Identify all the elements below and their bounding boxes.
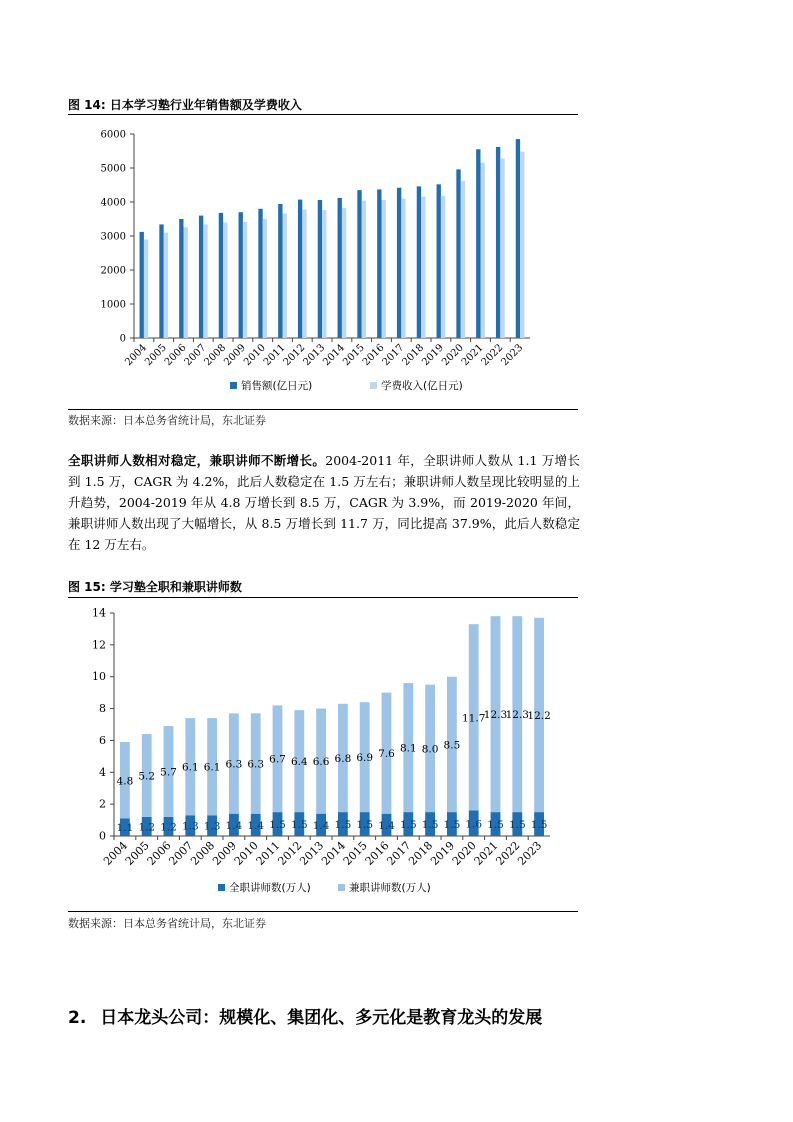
parttime-value-label: 6.6 [312, 756, 330, 769]
x-tick-label: 2005 [122, 838, 152, 868]
y-tick-label: 0 [99, 829, 106, 843]
y-tick-label: 6000 [100, 129, 126, 141]
parttime-value-label: 6.3 [225, 758, 243, 771]
tuition-bar [362, 201, 366, 338]
x-tick-label: 2020 [449, 838, 479, 868]
body-paragraph [68, 450, 580, 555]
fulltime-value-label: 1.5 [530, 819, 548, 832]
sales-bar [338, 198, 342, 338]
sales-bar [496, 147, 500, 338]
parttime-value-label: 6.7 [269, 753, 286, 766]
tuition-bar [184, 227, 188, 338]
x-tick-label: 2018 [400, 342, 427, 369]
tuition-bar [144, 239, 148, 338]
x-tick-label: 2013 [297, 838, 327, 868]
x-tick-label: 2019 [428, 838, 458, 868]
sales-bar [219, 213, 223, 338]
fulltime-value-label: 1.2 [138, 821, 156, 834]
legend-label: 学费收入(亿日元) [381, 380, 463, 392]
parttime-value-label: 6.9 [356, 752, 374, 765]
tuition-bar [263, 219, 267, 338]
tuition-bar [322, 210, 326, 338]
y-tick-label: 14 [92, 606, 106, 620]
x-tick-label: 2008 [188, 838, 218, 868]
x-tick-label: 2015 [341, 342, 367, 369]
sales-bar [417, 186, 421, 338]
tuition-bar [421, 197, 425, 338]
sales-bar [476, 149, 480, 338]
sales-bar [298, 200, 302, 338]
tuition-bar [302, 209, 306, 338]
x-tick-label: 2012 [275, 838, 305, 868]
y-tick-label: 4 [99, 765, 106, 779]
figure14-bottom-rule [68, 409, 578, 410]
x-tick-label: 2010 [242, 342, 268, 369]
x-tick-label: 2017 [380, 342, 407, 369]
sales-bar [397, 188, 401, 338]
x-tick-label: 2007 [166, 838, 196, 868]
legend-swatch [218, 884, 225, 891]
fulltime-value-label: 1.3 [181, 820, 199, 833]
parttime-value-label: 8.5 [443, 739, 461, 752]
y-tick-label: 2 [99, 797, 106, 811]
figure14-top-rule [68, 114, 578, 115]
y-tick-label: 10 [92, 670, 106, 684]
y-tick-label: 3000 [100, 231, 126, 243]
sales-bar [377, 189, 381, 338]
sales-bar [179, 219, 183, 338]
fulltime-value-label: 1.4 [378, 819, 395, 832]
fulltime-value-label: 1.5 [443, 819, 461, 832]
fulltime-value-label: 1.5 [334, 819, 352, 832]
fulltime-value-label: 1.5 [399, 819, 417, 832]
y-tick-label: 6 [99, 733, 106, 747]
sales-bar [239, 212, 243, 338]
x-tick-label: 2010 [231, 838, 261, 868]
x-tick-label: 2017 [384, 838, 414, 868]
parttime-value-label: 6.3 [247, 758, 265, 771]
tuition-bar [203, 224, 207, 338]
figure14-source: 数据来源：日本总务省统计局，东北证券 [68, 414, 266, 427]
fulltime-value-label: 1.5 [421, 819, 439, 832]
legend-swatch [338, 884, 345, 891]
tuition-bar [500, 158, 504, 338]
fulltime-value-label: 1.5 [356, 819, 374, 832]
sales-bar [258, 209, 262, 338]
parttime-value-label: 6.1 [181, 761, 199, 774]
section-number: 2. [68, 1008, 87, 1028]
sales-bar [437, 184, 441, 338]
tuition-bar [481, 163, 485, 338]
teachers-chart [68, 600, 580, 906]
legend-label: 全职讲师数(万人) [229, 882, 311, 894]
tuition-bar [283, 214, 287, 338]
paragraph-body: 2004-2011 年，全职讲师人数从 1.1 万增长到 1.5 万，CAGR 为 4.2%，此后人数稳定在 1.5 万左右；兼职讲师人数呈现比较明显的上升趋势，2004-2019 年从 4.8 万增长到 8.5 万，CAGR 为 3.9%，而 2019-2020 年间，兼职讲师人数出现了大幅增长，从 8.5 万增长到 11.7 万，同比提高 37.9%，此后人数稳定在 12 万左右。 [68, 453, 580, 552]
parttime-value-label: 12.3 [505, 709, 529, 722]
sales-bar [456, 169, 460, 338]
sales-bar [516, 139, 520, 338]
x-tick-label: 2007 [182, 342, 209, 369]
parttime-value-label: 12.3 [483, 709, 508, 722]
figure15-bottom-rule [68, 911, 578, 912]
x-tick-label: 2015 [340, 838, 370, 868]
tuition-bar [441, 196, 445, 338]
x-tick-label: 2020 [440, 342, 466, 369]
fulltime-value-label: 1.5 [290, 819, 308, 832]
fulltime-value-label: 1.4 [312, 819, 330, 832]
x-tick-label: 2005 [143, 342, 169, 369]
parttime-value-label: 8.1 [399, 742, 417, 755]
parttime-value-label: 5.7 [160, 766, 177, 779]
y-tick-label: 1000 [100, 299, 126, 311]
tuition-bar [401, 199, 405, 338]
sales-bar [357, 190, 361, 338]
x-tick-label: 2011 [253, 838, 283, 868]
tuition-bar [520, 152, 524, 338]
y-tick-label: 8 [99, 702, 106, 716]
x-tick-label: 2004 [101, 838, 131, 868]
paragraph-lead: 全职讲师人数相对稳定，兼职讲师不断增长。 [68, 453, 326, 468]
tuition-bar [382, 200, 386, 338]
legend-swatch [230, 382, 237, 389]
x-tick-label: 2009 [210, 838, 240, 868]
sales-bar [278, 204, 282, 338]
legend-label: 兼职讲师数(万人) [349, 882, 431, 894]
x-tick-label: 2018 [406, 838, 436, 868]
legend-swatch [370, 382, 377, 389]
x-tick-label: 2009 [222, 342, 249, 369]
x-tick-label: 2021 [471, 838, 501, 868]
sales-bar [199, 216, 203, 338]
x-tick-label: 2019 [420, 342, 447, 369]
fulltime-value-label: 1.6 [465, 818, 483, 831]
figure15-title: 图 15: 学习塾全职和兼职讲师数 [68, 580, 242, 594]
x-tick-label: 2022 [479, 342, 506, 369]
parttime-value-label: 6.4 [290, 756, 308, 769]
x-tick-label: 2013 [301, 342, 328, 369]
x-tick-label: 2023 [499, 342, 526, 369]
x-tick-label: 2006 [162, 342, 189, 369]
fulltime-value-label: 1.2 [160, 821, 177, 834]
section-title: 日本龙头公司：规模化、集团化、多元化是教育龙头的发展 [100, 1008, 543, 1028]
fulltime-value-label: 1.3 [203, 820, 221, 833]
tuition-bar [223, 222, 227, 338]
parttime-value-label: 12.2 [527, 709, 551, 722]
x-tick-label: 2023 [515, 838, 545, 868]
sales-bar [140, 232, 144, 338]
fulltime-value-label: 1.4 [225, 819, 243, 832]
section-heading [68, 1003, 542, 1028]
figure14-title: 图 14: 日本学习塾行业年销售额及学费收入 [68, 98, 302, 112]
legend-label: 销售额(亿日元) [241, 380, 313, 392]
y-tick-label: 2000 [100, 265, 126, 277]
x-tick-label: 2022 [493, 838, 523, 868]
fulltime-value-label: 1.5 [269, 819, 286, 832]
fulltime-value-label: 1.5 [487, 819, 504, 832]
x-tick-label: 2016 [362, 838, 392, 868]
x-tick-label: 2016 [360, 342, 387, 369]
sales-bar [318, 200, 322, 338]
x-tick-label: 2012 [281, 342, 308, 369]
y-tick-label: 5000 [100, 163, 126, 175]
parttime-value-label: 8.0 [421, 743, 439, 756]
fulltime-value-label: 1.4 [247, 819, 265, 832]
y-tick-label: 4000 [100, 197, 126, 209]
parttime-value-label: 6.8 [334, 752, 352, 765]
fulltime-value-label: 1.1 [116, 822, 134, 835]
tuition-bar [243, 222, 247, 338]
parttime-value-label: 7.6 [378, 748, 395, 761]
figure15-top-rule [68, 597, 578, 598]
y-tick-label: 0 [119, 333, 126, 345]
fulltime-value-label: 1.5 [508, 819, 526, 832]
parttime-value-label: 11.7 [462, 712, 486, 725]
sales-chart [68, 118, 580, 406]
x-tick-label: 2008 [202, 342, 229, 369]
x-tick-label: 2014 [321, 342, 348, 369]
y-tick-label: 12 [92, 638, 106, 652]
parttime-value-label: 6.1 [203, 761, 221, 774]
x-tick-label: 2021 [459, 342, 486, 369]
tuition-bar [164, 233, 168, 338]
parttime-value-label: 5.2 [138, 770, 156, 783]
x-tick-label: 2004 [123, 342, 150, 369]
x-tick-label: 2006 [144, 838, 174, 868]
parttime-value-label: 4.8 [116, 775, 134, 788]
x-tick-label: 2011 [261, 342, 288, 369]
tuition-bar [342, 208, 346, 338]
tuition-bar [461, 181, 465, 338]
sales-bar [159, 224, 163, 338]
figure15-source: 数据来源：日本总务省统计局，东北证券 [68, 917, 266, 930]
x-tick-label: 2014 [319, 838, 349, 868]
